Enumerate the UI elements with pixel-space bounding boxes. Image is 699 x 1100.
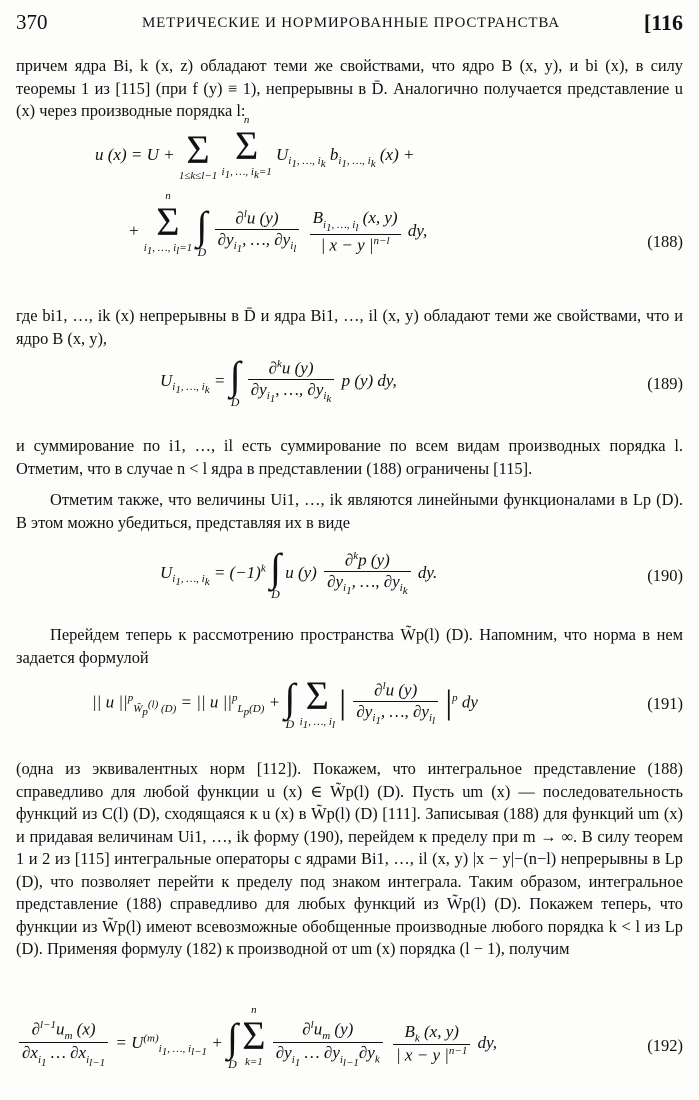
equation-191: || u $||^p_{W̃_p^{(l)} (D)}$ = || u $||^p_{L_p(D)}$ + ∫ D Σ $i_1$, …, $i_l$ | $\frac{\partial^lu (y)}{\partial y_{i_1}, \dots, \partial y_{i_l}}$ $|^p$ dy (191) — [92, 673, 683, 732]
page-number: 370 — [16, 10, 48, 34]
paragraph-5: Перейдем теперь к рассмотрению пространства W̃p(l) (D). Напомним, что норма в нем задается формулой — [16, 625, 683, 667]
paragraph-4: Отметим также, что величины Ui1, …, ik являются линейными функционалами в Lp (D). В этом можно убедиться, представляя их в виде — [16, 490, 683, 532]
equation-number: (188) — [647, 232, 683, 251]
paragraph-2: где bi1, …, ik (x) непрерывны в D̄ и ядра Bi1, …, il (x, y) обладают теми же свойствами, что и ядро B (x, y), — [16, 306, 683, 348]
equation-number: (189) — [647, 374, 683, 393]
paragraph-1: причем ядра Bi, k (x, z) обладают теми же свойствами, что ядро B (x, y), и bi (x), в силу теоремы 1 из [115] (при f (y) ≡ 1), непрерывны в D̄. Аналогично получается представление u (x) через производные порядка l: — [16, 56, 683, 120]
equation-number: (192) — [647, 1036, 683, 1055]
equation-189: $U_{i_1, \dots, i_k}$ = ∫ D $\frac{\partial^ku (y)}{\partial y_{i_1}, \dots, \partial y_{i_k}}$ p (y) dy, (189) — [160, 353, 683, 409]
equation-number: (191) — [647, 694, 683, 713]
running-title: МЕТРИЧЕСКИЕ И НОРМИРОВАННЫЕ ПРОСТРАНСТВА — [142, 15, 560, 31]
equation-number: (190) — [647, 566, 683, 585]
equation-190: $U_{i_1, \dots, i_k} = (-1)^k$ ∫ D u (y) $\frac{\partial^kp (y)}{\partial y_{i_1}, \dots, \partial y_{i_k}}$ dy. (190) — [160, 545, 683, 601]
paragraph-6: (одна из эквивалентных норм [112]). Покажем, что интегральное представление (188) справедливо для любой функции u (x) ∈ W̃p(l) (D). Пусть um (x) — последовательность функций из C(l) (D), сходящаяся к u (x) в W̃p(l) (D) [111]. Записывая (188) для функций um (x) и придавая величинам Ui1, …, ik форму (190), перейдем к пределу при m → ∞. В силу теорем 1 и 2 из [115] интегральные операторы с ядрами Bi1, …, il (x, y) |x − y|−(n−l) непрерывны в Lp (D), что позволяет перейти к пределу под знаком интеграла. Таким образом, интегральное представление (188) справедливо для любых функций из W̃p(l) (D). Покажем теперь, что функции из W̃p(l) имеют всевозможные обобщенные производные любого порядка k < l из Lp (D). Применяя формулу (182) к производной от um (x) порядка (l − 1), получим — [16, 759, 683, 958]
section-number: [116 — [643, 10, 683, 35]
equation-192: $\frac{\partial^{l-1}u_m (x)}{\partial x_{i_1} \dots \partial x_{i_{l-1}}}$ = $U^{(m)}_{i_1, \dots, i_{l-1}}$ + ∫ D n Σ k=1 $\frac{\partial^lu_m (y)}{\partial y_{i_1} \dots \partial y_{i_{l-1}}\partial y_k}$ $\frac{B_k (x, y)}{| x - y |^{n-1}}$ dy, (192) — [0, 1018, 699, 1094]
equation-188: u (x) = U + Σ 1≤k≤l−1 n Σ $i_1$, …, $i_k=1$ $U_{i_1, \dots, i_k}$ $b_{i_1, \dots, i_k}$ (x) + + n Σ $i_1$, …, $i_l=1$ ∫ D $\frac{\partial^lu (y)}{\partial y_{i_1}, \dots, \partial y_{i_l}}$ $\frac{B_{i_1, \dots, i_l} (x, y)}{| x - y |^{n-l}}$ dy, (188) — [95, 114, 683, 259]
paragraph-3: и суммирование по i1, …, il есть суммирование по всем видам производных порядка l. Отметим, что в случае n < l ядра в представлении (188) ограничены [115]. — [16, 436, 683, 478]
